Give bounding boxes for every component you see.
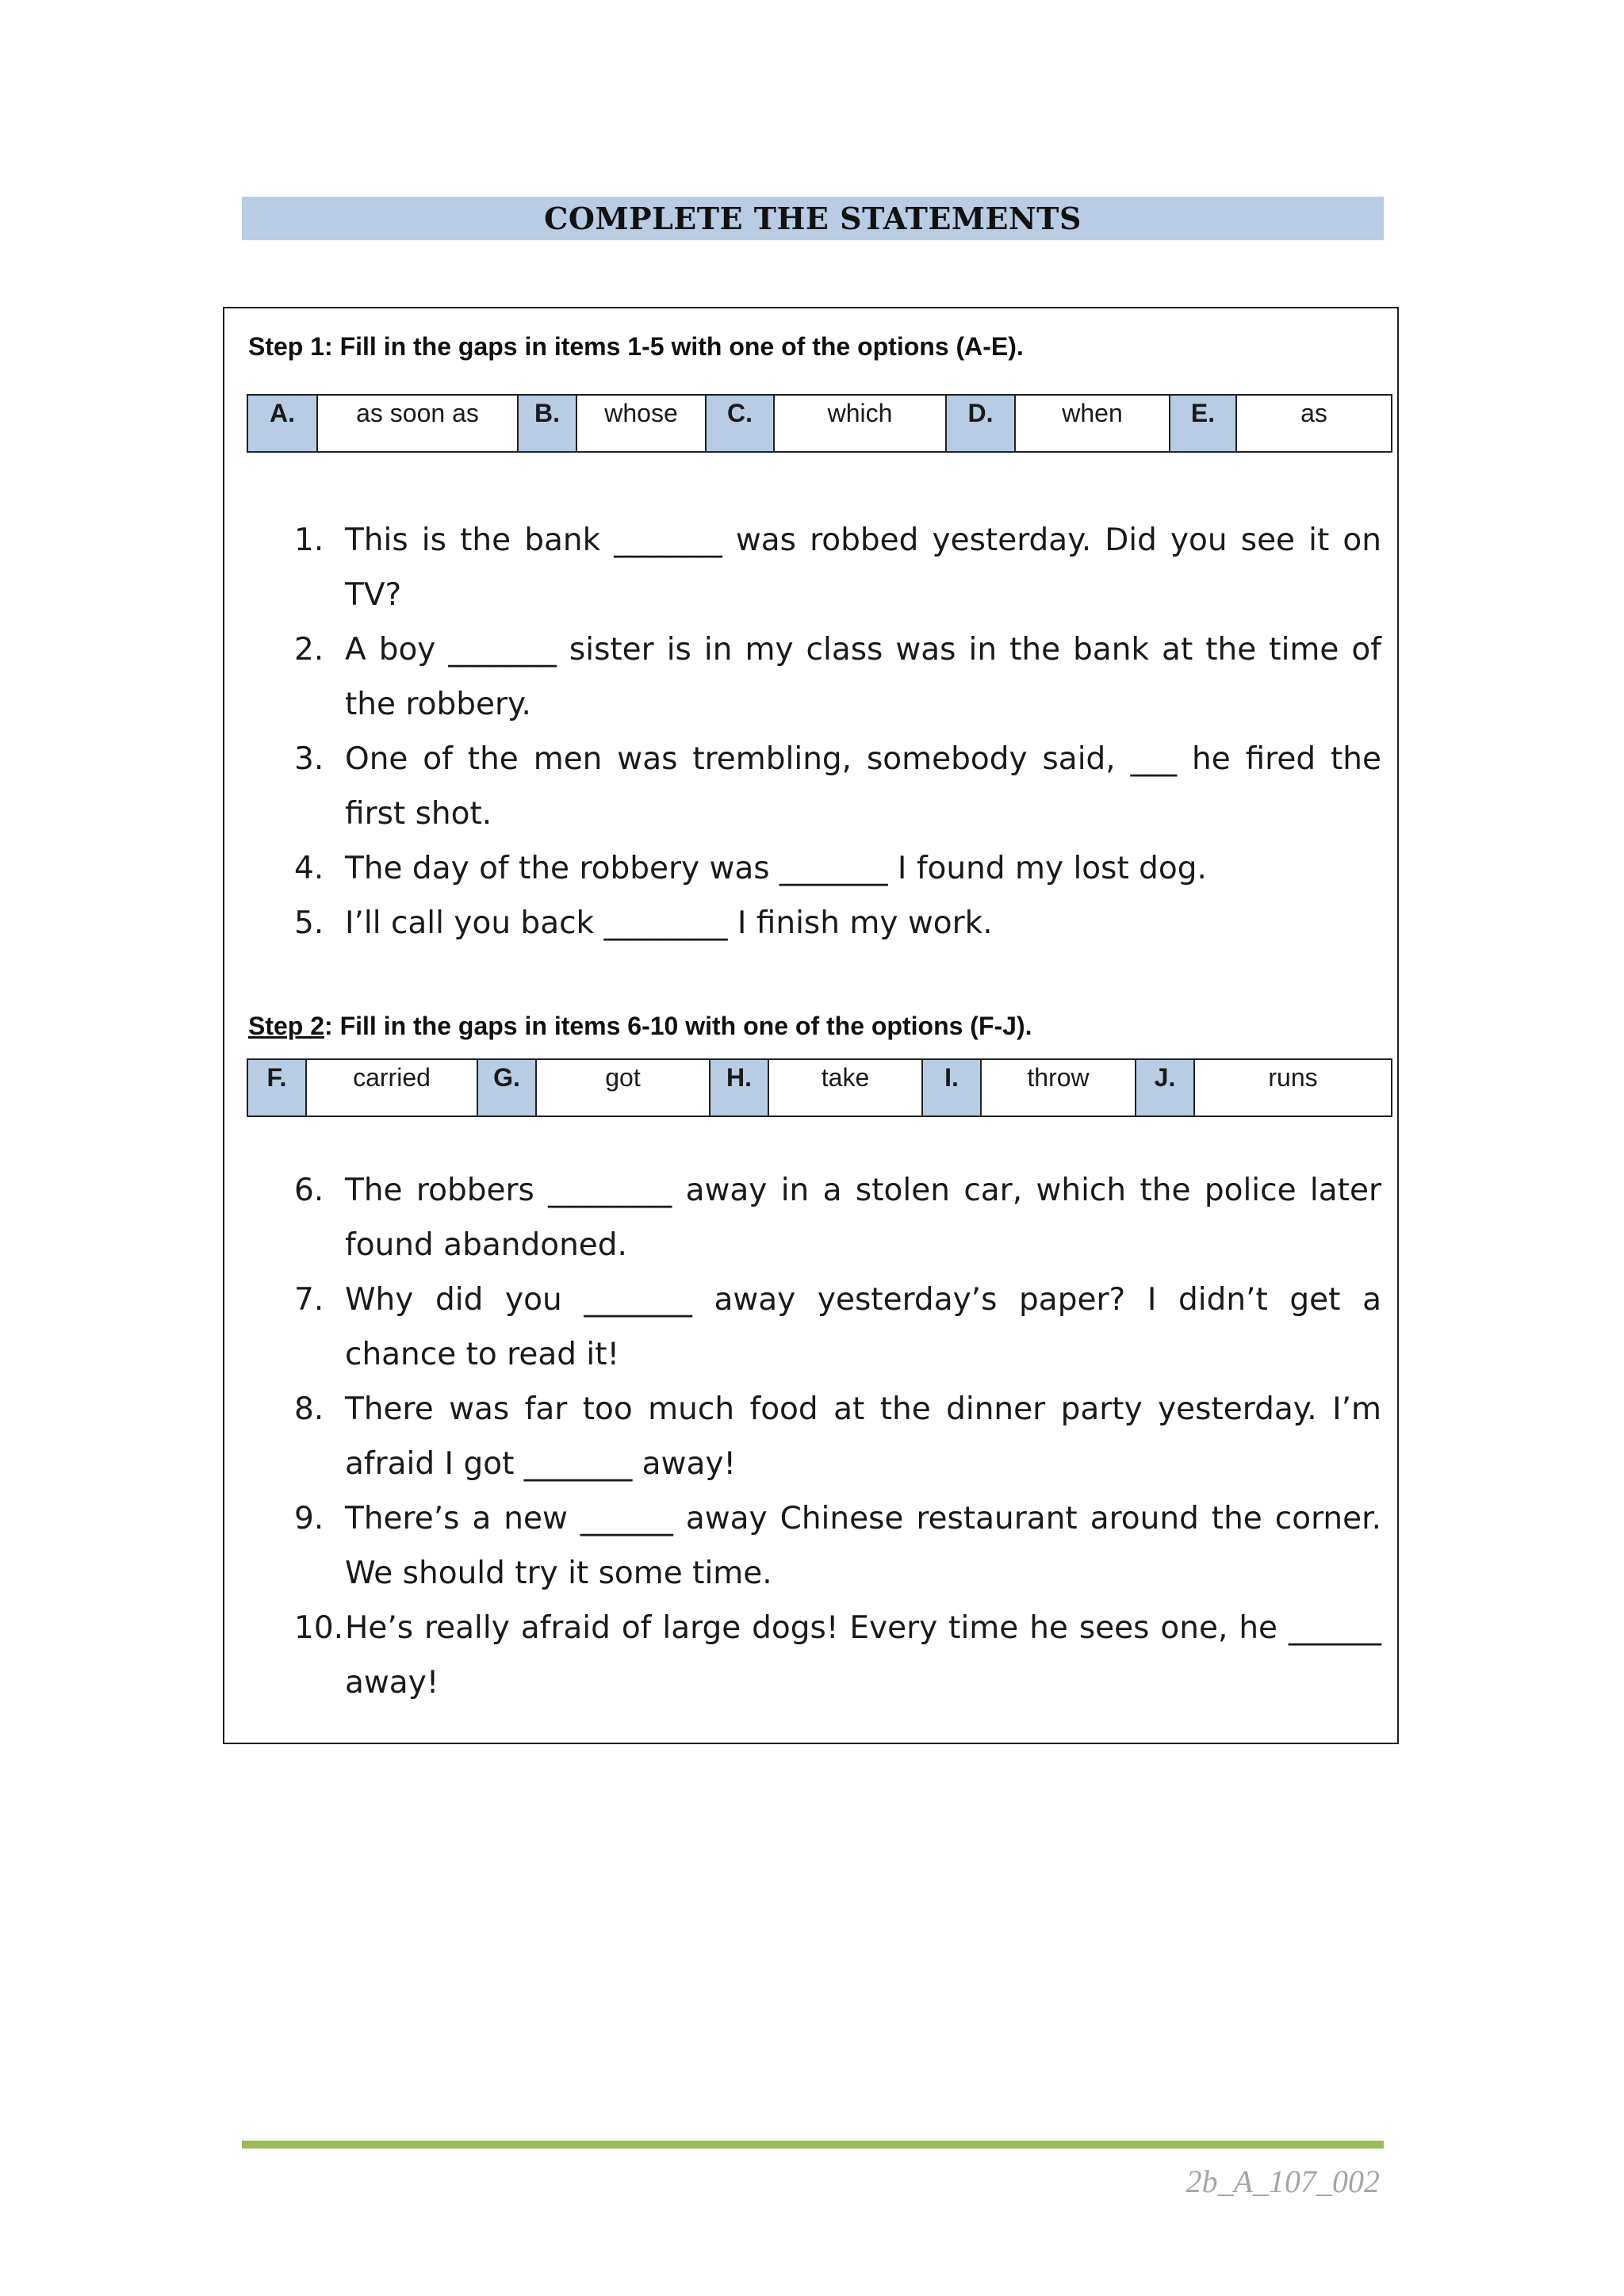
option-text-h: take xyxy=(768,1059,922,1116)
option-text-f: carried xyxy=(306,1059,477,1116)
step1-heading-label: Step 1 xyxy=(248,332,325,361)
list-item xyxy=(224,513,1400,622)
list-item xyxy=(224,1382,1400,1491)
item-text: He’s really afraid of large dogs! Every time he sees one, he ______ away! xyxy=(345,1610,1381,1701)
item-text: There’s a new ______ away Chinese restaurant around the corner. We should try it some time. xyxy=(345,1501,1381,1591)
step1-heading xyxy=(248,332,1024,362)
item-text: The day of the robbery was _______ I found my lost dog. xyxy=(345,851,1207,886)
item-number: 10. xyxy=(294,1610,344,1646)
item-text: A boy _______ sister is in my class was in the bank at the time of the robbery. xyxy=(345,632,1381,722)
option-text-d: when xyxy=(1015,395,1170,452)
step1-options-row xyxy=(247,395,1392,452)
item-number: 2. xyxy=(294,632,324,668)
step2-heading-label: Step 2 xyxy=(248,1012,325,1040)
step1-heading-text: : Fill in the gaps in items 1-5 with one of the options (A-E). xyxy=(324,332,1024,361)
option-text-c: which xyxy=(774,395,946,452)
list-item xyxy=(224,841,1400,896)
list-item xyxy=(224,896,1400,951)
option-letter-j: J. xyxy=(1136,1059,1194,1116)
item-text: There was far too much food at the dinner party yesterday. I’m afraid I got _______ away! xyxy=(345,1391,1381,1482)
option-letter-d: D. xyxy=(946,395,1015,452)
option-letter-a: A. xyxy=(247,395,317,452)
option-letter-h: H. xyxy=(710,1059,768,1116)
item-number: 1. xyxy=(294,522,324,558)
option-letter-g: G. xyxy=(477,1059,536,1116)
item-number: 6. xyxy=(294,1173,324,1208)
exercise-box xyxy=(223,307,1399,1744)
item-text: One of the men was trembling, somebody said, ___ he fired the first shot. xyxy=(345,741,1381,832)
option-text-i: throw xyxy=(981,1059,1136,1116)
list-item xyxy=(224,622,1400,732)
step2-items-list xyxy=(224,1163,1400,1710)
option-text-e: as xyxy=(1236,395,1392,452)
list-item xyxy=(224,1601,1400,1710)
option-text-g: got xyxy=(536,1059,710,1116)
document-code: 2b_A_107_002 xyxy=(1185,2164,1380,2199)
step2-options-row xyxy=(247,1059,1392,1116)
list-item xyxy=(224,1272,1400,1382)
list-item xyxy=(224,732,1400,841)
list-item xyxy=(224,1491,1400,1601)
step1-items-list xyxy=(224,513,1400,951)
option-text-b: whose xyxy=(576,395,706,452)
item-text: The robbers ________ away in a stolen car, which the police later found abandoned. xyxy=(345,1173,1381,1263)
option-text-j: runs xyxy=(1194,1059,1392,1116)
footer-divider xyxy=(242,2141,1384,2149)
step2-heading xyxy=(248,1012,1032,1041)
option-letter-i: I. xyxy=(922,1059,981,1116)
item-text: I’ll call you back ________ I finish my work. xyxy=(345,905,993,941)
item-number: 9. xyxy=(294,1501,324,1536)
item-number: 5. xyxy=(294,905,324,941)
item-text: This is the bank _______ was robbed yesterday. Did you see it on TV? xyxy=(345,522,1381,613)
option-text-a: as soon as xyxy=(317,395,518,452)
option-letter-b: B. xyxy=(518,395,576,452)
option-letter-f: F. xyxy=(247,1059,306,1116)
page-title: COMPLETE THE STATEMENTS xyxy=(242,197,1384,240)
option-letter-c: C. xyxy=(706,395,774,452)
item-number: 7. xyxy=(294,1282,324,1318)
step2-options-table xyxy=(247,1058,1392,1117)
option-letter-e: E. xyxy=(1170,395,1236,452)
step2-heading-text: : Fill in the gaps in items 6-10 with one of the options (F-J). xyxy=(324,1012,1032,1040)
item-text: Why did you _______ away yesterday’s paper? I didn’t get a chance to read it! xyxy=(345,1282,1381,1372)
step1-options-table xyxy=(247,394,1392,453)
item-number: 8. xyxy=(294,1391,324,1427)
list-item xyxy=(224,1163,1400,1272)
item-number: 3. xyxy=(294,741,324,777)
item-number: 4. xyxy=(294,851,324,886)
